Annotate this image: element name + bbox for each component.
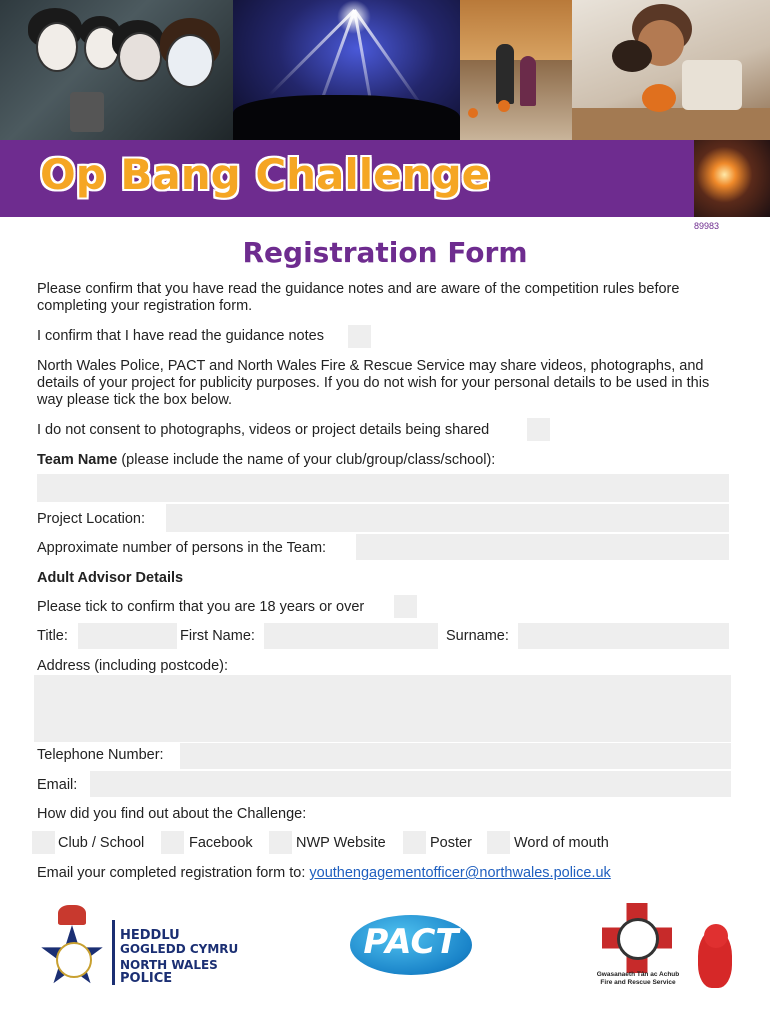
source-club-school-checkbox[interactable]: [32, 831, 55, 854]
fire-service-line-2: Fire and Rescue Service: [600, 979, 676, 986]
source-club-school-label: Club / School: [58, 835, 145, 851]
adult-advisor-heading: Adult Advisor Details: [37, 570, 184, 586]
surname-field[interactable]: [518, 623, 729, 649]
sparkler-photo: [694, 140, 770, 217]
header-photo-strip: [0, 0, 770, 140]
address-label: Address (including postcode):: [37, 658, 229, 674]
share-notice-text: North Wales Police, PACT and North Wales Fire & Rescue Service may share videos, photographs, and details of your project for publicity purposes. If you do not wish for your personal details to be used in this way please tick the box below.: [37, 358, 710, 408]
form-title: Registration Form: [242, 236, 528, 269]
police-logo-divider: [112, 920, 115, 985]
dragon-head-icon: [704, 924, 728, 948]
email-field[interactable]: [90, 771, 731, 797]
fireworks-crowd-photo: [233, 0, 460, 140]
submit-email-link[interactable]: youthengagementofficer@northwales.police.uk: [309, 865, 611, 881]
source-question: How did you find out about the Challenge:: [37, 806, 307, 822]
persons-field[interactable]: [356, 534, 729, 560]
fire-service-line-1: Gwasanaeth Tân ac Achub: [596, 971, 680, 978]
police-badge-center-icon: [56, 942, 92, 978]
police-logo-line-4: POLICE: [120, 971, 173, 986]
source-nwp-website-label: NWP Website: [296, 835, 386, 851]
source-facebook-checkbox[interactable]: [161, 831, 184, 854]
no-consent-label: I do not consent to photographs, videos or project details being shared: [37, 422, 490, 438]
fire-service-ring-icon: [617, 918, 659, 960]
team-name-label: [37, 452, 495, 469]
team-name-bold: Team Name: [37, 452, 118, 468]
title-field[interactable]: [78, 623, 177, 649]
source-word-of-mouth-label: Word of mouth: [514, 835, 609, 851]
police-logo-line-3: NORTH WALES: [120, 958, 218, 972]
halloween-faces-photo: [0, 0, 233, 140]
age-confirm-checkbox[interactable]: [394, 595, 417, 618]
confirm-guidance-label: I confirm that I have read the guidance notes: [37, 328, 324, 344]
team-name-hint: (please include the name of your club/group/class/school):: [117, 452, 496, 468]
trick-or-treat-photo: [460, 0, 572, 140]
age-confirm-label: Please tick to confirm that you are 18 years or over: [37, 599, 365, 615]
source-nwp-website-checkbox[interactable]: [269, 831, 292, 854]
source-poster-checkbox[interactable]: [403, 831, 426, 854]
first-name-field[interactable]: [264, 623, 438, 649]
police-logo-line-2: GOGLEDD CYMRU: [120, 942, 239, 956]
project-location-label: Project Location:: [37, 511, 146, 527]
police-crown-icon: [58, 905, 86, 925]
pact-logo-text: PACT: [363, 922, 459, 962]
first-name-label: First Name:: [180, 628, 255, 644]
confirm-guidance-checkbox[interactable]: [348, 325, 371, 348]
project-location-field[interactable]: [166, 504, 729, 532]
source-facebook-label: Facebook: [189, 835, 253, 851]
intro-text: Please confirm that you have read the guidance notes and are aware of the competition rules before completing your registration form.: [37, 281, 680, 314]
submit-prefix: Email your completed registration form to:: [37, 865, 310, 881]
submit-instructions: [37, 865, 611, 882]
reference-code: 89983: [694, 221, 720, 231]
telephone-label: Telephone Number:: [37, 747, 164, 763]
address-field[interactable]: [34, 675, 731, 742]
surname-label: Surname:: [446, 628, 509, 644]
telephone-field[interactable]: [180, 743, 731, 769]
source-poster-label: Poster: [430, 835, 472, 851]
title-label: Title:: [37, 628, 68, 644]
source-word-of-mouth-checkbox[interactable]: [487, 831, 510, 854]
police-logo-line-1: HEDDLU: [120, 928, 180, 943]
persons-label: Approximate number of persons in the Team:: [37, 540, 327, 556]
banner-title: Op Bang Challenge: [40, 150, 491, 199]
pumpkin-carving-photo: [572, 0, 770, 140]
no-consent-checkbox[interactable]: [527, 418, 550, 441]
email-label: Email:: [37, 777, 78, 793]
team-name-field[interactable]: [37, 474, 729, 502]
